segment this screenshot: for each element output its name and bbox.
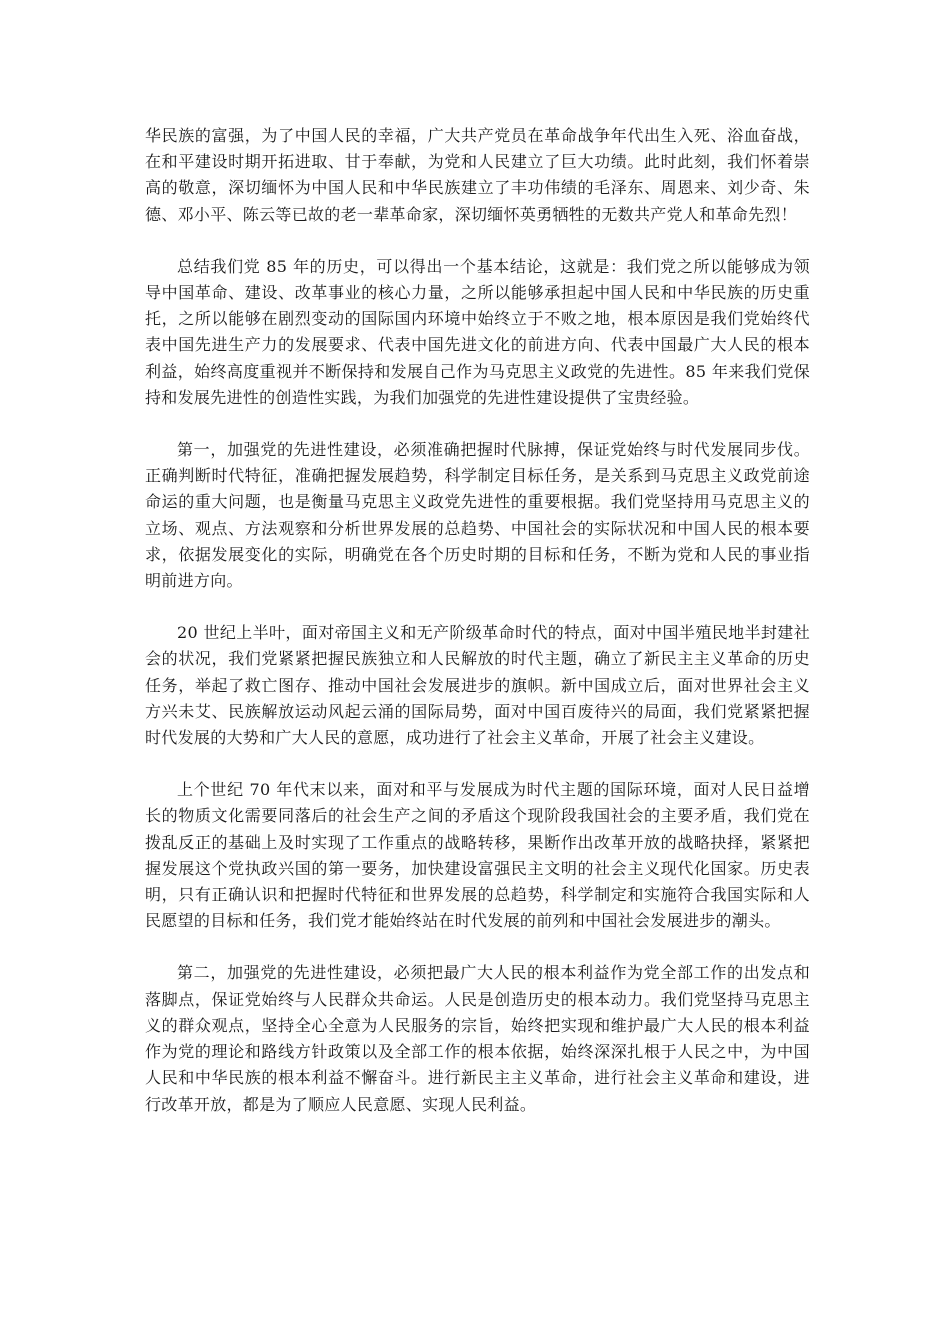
paragraph-point-two: 第二，加强党的先进性建设，必须把最广大人民的根本利益作为党全部工作的出发点和落脚点，保证党始终与人民群众共命运。人民是创造历史的根本动力。我们党坚持马克思主义的群众观点，坚持全心全意为人民服务的宗旨，始终把实现和维护最广大人民的根本利益作为党的理论和路线方针政策以及全部工作的根本依据，始终深深扎根于人民之中，为中国人民和中华民族的根本利益不懈奋斗。进行新民主主义革命，进行社会主义革命和建设，进行改革开放，都是为了顺应人民意愿、实现人民利益。 <box>145 963 810 1114</box>
paragraph-point-one: 第一，加强党的先进性建设，必须准确把握时代脉搏，保证党始终与时代发展同步伐。正确判断时代特征，准确把握发展趋势，科学制定目标任务，是关系到马克思主义政党前途命运的重大问题，也是衡量马克思主义政党先进性的重要根据。我们党坚持用马克思主义的立场、观点、方法观察和分析世界发展的总趋势、中国社会的实际状况和中国人民的根本要求，依据发展变化的实际，明确党在各个历史时期的目标和任务，不断为党和人民的事业指明前进方向。 <box>145 440 810 591</box>
paragraph-1970s: 上个世纪 70 年代末以来，面对和平与发展成为时代主题的国际环境，面对人民日益增长的物质文化需要同落后的社会生产之间的矛盾这个现阶段我国社会的主要矛盾，我们党在拨乱反正的基础上及时实现了工作重点的战略转移，果断作出改革开放的战略抉择，紧紧把握发展这个党执政兴国的第一要务，加快建设富强民主文明的社会主义现代化国家。历史表明，只有正确认识和把握时代特征和世界发展的总趋势，科学制定和实施符合我国实际和人民愿望的目标和任务，我们党才能始终站在时代发展的前列和中国社会发展进步的潮头。 <box>145 780 810 931</box>
document-body <box>145 123 810 1118</box>
paragraph-20th-century: 20 世纪上半叶，面对帝国主义和无产阶级革命时代的特点，面对中国半殖民地半封建社会的状况，我们党紧紧把握民族独立和人民解放的时代主题，确立了新民主主义革命的历史任务，举起了救亡图存、推动中国社会发展进步的旗帜。新中国成立后，面对世界社会主义方兴未艾、民族解放运动风起云涌的国际局势，面对中国百废待兴的局面，我们党紧紧把握时代发展的大势和广大人民的意愿，成功进行了社会主义革命，开展了社会主义建设。 <box>145 623 810 748</box>
paragraph-conclusion: 总结我们党 85 年的历史，可以得出一个基本结论，这就是：我们党之所以能够成为领导中国革命、建设、改革事业的核心力量，之所以能够承担起中国人民和中华民族的历史重托，之所以能够在剧烈变动的国际国内环境中始终立于不败之地，根本原因是我们党始终代表中国先进生产力的发展要求、代表中国先进文化的前进方向、代表中国最广大人民的根本利益，始终高度重视并不断保持和发展自己作为马克思主义政党的先进性。85 年来我们党保持和发展先进性的创造性实践，为我们加强党的先进性建设提供了宝贵经验。 <box>145 256 810 407</box>
paragraph-continuation: 华民族的富强，为了中国人民的幸福，广大共产党员在革命战争年代出生入死、浴血奋战，在和平建设时期开拓进取、甘于奉献，为党和人民建立了巨大功绩。此时此刻，我们怀着崇高的敬意，深切缅怀为中国人民和中华民族建立了丰功伟绩的毛泽东、周恩来、刘少奇、朱德、邓小平、陈云等已故的老一辈革命家，深切缅怀英勇牺牲的无数共产党人和革命先烈！ <box>145 126 810 224</box>
